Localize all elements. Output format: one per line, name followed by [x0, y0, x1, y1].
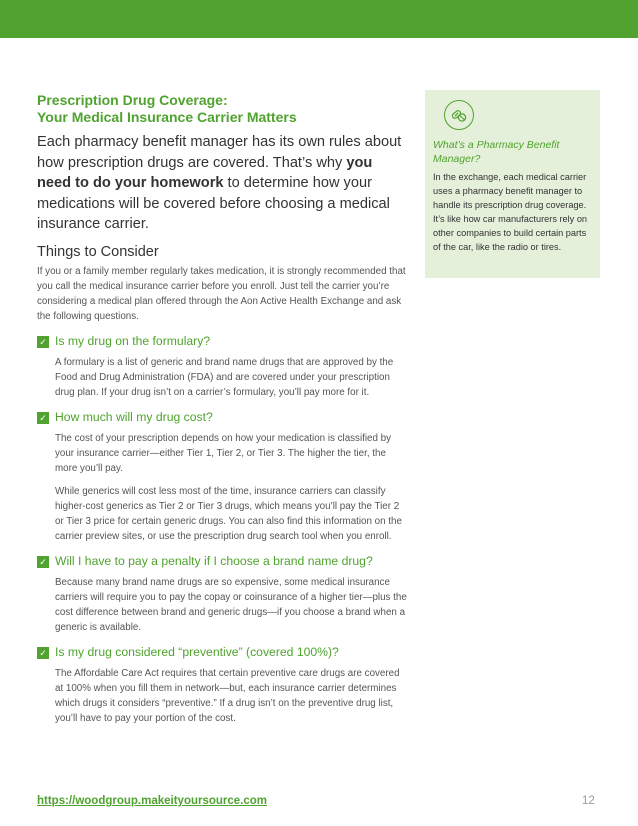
question-text: Will I have to pay a penalty if I choose a brand name drug? — [55, 554, 373, 568]
intro-text-1: Each pharmacy benefit manager has its own rules about how prescription drugs are covered. That’s why — [37, 134, 402, 171]
question-text: Is my drug considered “preventive” (covered 100%)? — [55, 645, 339, 659]
checkmark-icon: ✓ — [37, 556, 49, 568]
top-banner — [0, 0, 638, 38]
intro-text-2: to determine how your medications will be covered before choosing a medical insurance carrier. — [37, 175, 390, 232]
question-text: Is my drug on the formulary? — [55, 334, 211, 348]
sidebar-text: In the exchange, each medical carrier uses a pharmacy benefit manager to handle its prescription drug coverage. It’s like how car manufacturers rely on other companies to build certain parts of the car, like the radio or tires. — [433, 172, 588, 252]
question-row — [37, 409, 409, 427]
checkmark-icon: ✓ — [37, 647, 49, 659]
question-text: How much will my drug cost? — [55, 410, 213, 424]
heading-line-1: Prescription Drug Coverage: — [37, 92, 228, 108]
answer-text: Because many brand name drugs are so expensive, some medical insurance carriers will require you to pay the copay or coinsurance of a higher tier—plus the cost difference between brand and generic drugs—if you choose a brand when a generic is available. — [55, 576, 407, 633]
heading-line-2: Your Medical Insurance Carrier Matters — [37, 109, 297, 125]
intro-paragraph — [37, 132, 409, 235]
answer-text: The Affordable Care Act requires that certain preventive care drugs are covered at 100% when you fill them in network—but, each insurance carrier determines which drugs it considers “preventive.” If a drug isn’t on the preventive drug list, you’ll have to pay your portion of the cost. — [55, 667, 400, 724]
main-content — [37, 92, 409, 726]
checkmark-icon: ✓ — [37, 336, 49, 348]
question-item — [37, 644, 409, 726]
intro-emphasis: you need to do your homework — [37, 154, 373, 191]
things-to-consider-text: If you or a family member regularly takes medication, it is strongly recommended that you call the medical insurance carrier before you enroll. Just tell the carrier you’re considering a medical plan offered through the Aon Active Health Exchange and ask the following questions. — [37, 265, 406, 322]
footer-link[interactable]: https://woodgroup.makeityoursource.com — [37, 795, 268, 807]
question-row — [37, 553, 409, 571]
things-to-consider-title: Things to Consider — [37, 243, 159, 260]
sidebar-callout — [425, 90, 600, 278]
answer-text: The cost of your prescription depends on how your medication is classified by your insurance carrier—either Tier 1, Tier 2, or Tier 3. The higher the tier, the more you’ll pay. — [55, 432, 391, 474]
question-item — [37, 409, 409, 544]
answer-text-2: While generics will cost less most of the time, insurance carriers can classify higher-cost generics as Tier 2 or Tier 3 drugs, which means you’ll pay the Tier 2 or Tier 3 price for certain generic drugs. You can also find this information on the carrier preview sites, or use the prescription drug search tool when you enroll. — [55, 485, 402, 542]
sidebar-title: What’s a Pharmacy Benefit Manager? — [433, 139, 560, 165]
question-item — [37, 333, 409, 400]
question-row — [37, 333, 409, 351]
checkmark-icon: ✓ — [37, 412, 49, 424]
question-item — [37, 553, 409, 635]
page-heading — [37, 92, 409, 126]
page-number: 12 — [582, 795, 595, 807]
question-row — [37, 644, 409, 662]
pills-icon — [444, 100, 474, 130]
answer-text: A formulary is a list of generic and brand name drugs that are approved by the Food and Drug Administration (FDA) and are covered under your prescription drug plan. If your drug isn’t on a carrier’s formulary, you’ll pay more for it. — [55, 356, 394, 398]
